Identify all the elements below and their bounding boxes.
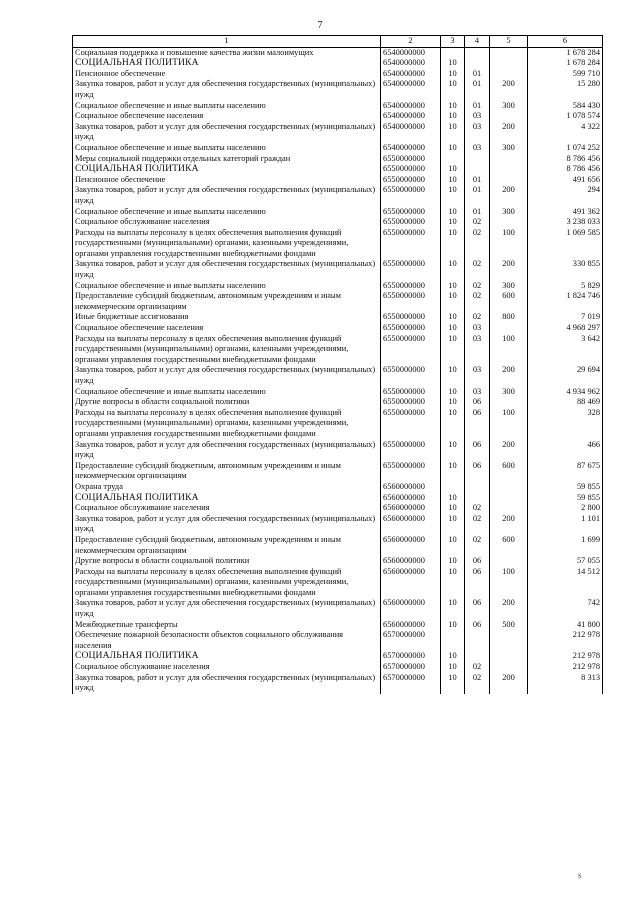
table-row [73,365,603,386]
row-type: 200 [490,185,528,206]
row-type: 200 [490,259,528,280]
table-row [73,503,603,514]
row-sum: 5 829 [528,281,603,292]
row-name: Социальное обслуживание населения [73,217,381,228]
table-row [73,143,603,154]
row-sum: 7 019 [528,312,603,323]
row-code: 6570000000 [381,673,441,694]
row-sum: 491 362 [528,207,603,218]
table-row [73,101,603,112]
row-subsection: 06 [465,556,490,567]
row-name: СОЦИАЛЬНАЯ ПОЛИТИКА [73,58,381,69]
row-section: 10 [441,514,465,535]
table-row [73,217,603,228]
row-code: 6560000000 [381,567,441,599]
row-code: 6540000000 [381,47,441,58]
table-row [73,259,603,280]
row-type: 100 [490,228,528,260]
row-type: 300 [490,101,528,112]
row-subsection: 06 [465,408,490,440]
row-sum: 4 322 [528,122,603,143]
table-row [73,440,603,461]
row-section: 10 [441,440,465,461]
table-row [73,662,603,673]
row-code: 6550000000 [381,408,441,440]
row-sum: 2 800 [528,503,603,514]
row-subsection: 01 [465,101,490,112]
row-type: 300 [490,207,528,218]
header-cell-section: 3 [441,36,465,48]
row-sum: 87 675 [528,461,603,482]
row-type [490,69,528,80]
row-name: Социальное обеспечение и иные выплаты населению [73,387,381,398]
row-subsection: 03 [465,387,490,398]
row-name: Другие вопросы в области социальной политики [73,397,381,408]
row-sum: 1 074 252 [528,143,603,154]
row-sum: 4 968 297 [528,323,603,334]
row-subsection [465,482,490,493]
row-code: 6550000000 [381,312,441,323]
row-section: 10 [441,259,465,280]
row-section: 10 [441,397,465,408]
row-sum: 59 855 [528,493,603,504]
row-type [490,175,528,186]
row-name: Закупка товаров, работ и услуг для обеспечения государственных (муниципальных) нужд [73,185,381,206]
row-type [490,217,528,228]
row-subsection: 02 [465,291,490,312]
row-name: Социальная поддержка и повышение качества жизни малоимущих [73,47,381,58]
row-name: Межбюджетные трансферты [73,620,381,631]
row-name: Предоставление субсидий бюджетным, автономным учреждениям и иным некоммерческим организациям [73,535,381,556]
row-subsection: 03 [465,365,490,386]
row-sum: 466 [528,440,603,461]
row-sum: 15 280 [528,79,603,100]
row-section: 10 [441,111,465,122]
row-sum: 491 656 [528,175,603,186]
row-section: 10 [441,143,465,154]
row-name: СОЦИАЛЬНАЯ ПОЛИТИКА [73,164,381,175]
table-row [73,334,603,366]
row-subsection: 02 [465,259,490,280]
row-sum: 1 069 585 [528,228,603,260]
row-sum: 1 699 [528,535,603,556]
row-name: Расходы на выплаты персоналу в целях обеспечения выполнения функций государственными (муниципальными) органами, казенными учреждениями, органами управления государственными внебюджетными фондами [73,334,381,366]
row-section: 10 [441,217,465,228]
row-type: 300 [490,143,528,154]
row-code: 6540000000 [381,101,441,112]
row-section: 10 [441,567,465,599]
row-section: 10 [441,228,465,260]
row-section: 10 [441,493,465,504]
table-row [73,514,603,535]
row-subsection: 01 [465,79,490,100]
table-row [73,111,603,122]
row-subsection: 02 [465,535,490,556]
row-type [490,58,528,69]
row-sum: 294 [528,185,603,206]
row-type: 200 [490,440,528,461]
row-subsection: 02 [465,514,490,535]
row-type: 200 [490,673,528,694]
row-sum: 3 238 033 [528,217,603,228]
row-section: 10 [441,461,465,482]
row-subsection: 06 [465,567,490,599]
row-sum: 3 642 [528,334,603,366]
row-code: 6550000000 [381,154,441,165]
row-type [490,493,528,504]
row-subsection [465,47,490,58]
row-name: Закупка товаров, работ и услуг для обеспечения государственных (муниципальных) нужд [73,122,381,143]
row-code: 6550000000 [381,259,441,280]
row-section: 10 [441,281,465,292]
table-row [73,323,603,334]
row-subsection [465,630,490,651]
row-subsection [465,651,490,662]
row-section: 10 [441,365,465,386]
row-sum: 1 678 284 [528,47,603,58]
row-subsection: 06 [465,620,490,631]
row-subsection: 01 [465,175,490,186]
table-row [73,673,603,694]
row-code: 6550000000 [381,461,441,482]
row-subsection: 02 [465,662,490,673]
row-name: Социальное обеспечение населения [73,111,381,122]
table-row [73,556,603,567]
row-code: 6540000000 [381,58,441,69]
row-sum: 4 934 962 [528,387,603,398]
row-type: 500 [490,620,528,631]
row-type: 100 [490,334,528,366]
row-code: 6560000000 [381,598,441,619]
table-row [73,630,603,651]
header-cell-sum: 6 [528,36,603,48]
row-sum: 57 055 [528,556,603,567]
row-subsection: 06 [465,598,490,619]
table-row [73,598,603,619]
table-row [73,461,603,482]
header-cell-code: 2 [381,36,441,48]
row-section: 10 [441,312,465,323]
row-sum: 1 678 284 [528,58,603,69]
table-body [73,47,603,694]
row-name: Социальное обеспечение и иные выплаты населению [73,207,381,218]
row-name: Расходы на выплаты персоналу в целях обеспечения выполнения функций государственными (муниципальными) органами, казенными учреждениями, органами управления государственными внебюджетными фондами [73,228,381,260]
row-subsection: 03 [465,143,490,154]
row-code: 6540000000 [381,79,441,100]
row-section: 10 [441,69,465,80]
row-name: Закупка товаров, работ и услуг для обеспечения государственных (муниципальных) нужд [73,259,381,280]
row-section [441,482,465,493]
row-subsection: 06 [465,397,490,408]
row-section: 10 [441,122,465,143]
row-name: Закупка товаров, работ и услуг для обеспечения государственных (муниципальных) нужд [73,514,381,535]
row-section: 10 [441,620,465,631]
row-type: 300 [490,281,528,292]
row-code: 6560000000 [381,503,441,514]
row-code: 6570000000 [381,630,441,651]
row-code: 6550000000 [381,164,441,175]
row-subsection: 03 [465,111,490,122]
table-row [73,651,603,662]
row-subsection: 01 [465,185,490,206]
row-sum: 41 800 [528,620,603,631]
row-subsection: 06 [465,461,490,482]
row-sum: 8 786 456 [528,154,603,165]
row-section: 10 [441,291,465,312]
row-name: СОЦИАЛЬНАЯ ПОЛИТИКА [73,493,381,504]
row-section: 10 [441,101,465,112]
row-code: 6550000000 [381,397,441,408]
row-subsection: 02 [465,673,490,694]
row-subsection: 03 [465,323,490,334]
row-type: 100 [490,567,528,599]
row-section [441,47,465,58]
row-section: 10 [441,651,465,662]
row-type [490,154,528,165]
row-name: Социальное обеспечение и иные выплаты населению [73,101,381,112]
table-row [73,79,603,100]
row-section: 10 [441,323,465,334]
header-cell-name: 1 [73,36,381,48]
row-name: Предоставление субсидий бюджетным, автономным учреждениям и иным некоммерческим организациям [73,461,381,482]
row-code: 6560000000 [381,493,441,504]
row-sum: 8 786 456 [528,164,603,175]
table-row [73,122,603,143]
table-row [73,493,603,504]
row-type: 200 [490,598,528,619]
row-type: 800 [490,312,528,323]
row-sum: 88 469 [528,397,603,408]
row-code: 6540000000 [381,69,441,80]
row-sum: 59 855 [528,482,603,493]
row-sum: 212 978 [528,630,603,651]
row-name: Расходы на выплаты персоналу в целях обеспечения выполнения функций государственными (муниципальными) органами, казенными учреждениями, органами управления государственными внебюджетными фондами [73,408,381,440]
row-subsection: 03 [465,122,490,143]
row-type [490,482,528,493]
row-subsection: 02 [465,217,490,228]
row-sum: 328 [528,408,603,440]
row-type [490,323,528,334]
row-subsection: 02 [465,503,490,514]
table-row [73,408,603,440]
row-code: 6560000000 [381,482,441,493]
row-sum: 599 710 [528,69,603,80]
page-number: 7 [317,20,323,31]
row-type [490,397,528,408]
row-type [490,630,528,651]
row-section: 10 [441,535,465,556]
row-subsection [465,164,490,175]
row-code: 6540000000 [381,122,441,143]
row-section [441,630,465,651]
row-section: 10 [441,185,465,206]
row-code: 6550000000 [381,175,441,186]
row-sum: 330 855 [528,259,603,280]
table-row [73,567,603,599]
row-code: 6570000000 [381,651,441,662]
row-code: 6550000000 [381,185,441,206]
row-name: Расходы на выплаты персоналу в целях обеспечения выполнения функций государственными (муниципальными) органами, казенными учреждениями, органами управления государственными внебюджетными фондами [73,567,381,599]
row-name: Социальное обеспечение населения [73,323,381,334]
row-section: 10 [441,207,465,218]
header-cell-type: 5 [490,36,528,48]
row-name: Охрана труда [73,482,381,493]
row-sum: 1 101 [528,514,603,535]
row-type: 100 [490,408,528,440]
row-type [490,556,528,567]
row-name: Обеспечение пожарной безопасности объектов социального обслуживания населения [73,630,381,651]
row-type [490,164,528,175]
row-name: Предоставление субсидий бюджетным, автономным учреждениям и иным некоммерческим организациям [73,291,381,312]
row-section: 10 [441,164,465,175]
row-type: 200 [490,122,528,143]
table-row [73,58,603,69]
row-subsection [465,58,490,69]
row-name: Закупка товаров, работ и услуг для обеспечения государственных (муниципальных) нужд [73,440,381,461]
row-type: 300 [490,387,528,398]
row-sum: 742 [528,598,603,619]
row-name: Пенсионное обеспечение [73,175,381,186]
row-section: 10 [441,175,465,186]
table-row [73,312,603,323]
table-row [73,185,603,206]
table-row [73,281,603,292]
row-name: СОЦИАЛЬНАЯ ПОЛИТИКА [73,651,381,662]
row-name: Социальное обслуживание населения [73,662,381,673]
row-sum: 1 078 574 [528,111,603,122]
table-row [73,482,603,493]
table-row [73,291,603,312]
table-row [73,164,603,175]
row-name: Закупка товаров, работ и услуг для обеспечения государственных (муниципальных) нужд [73,598,381,619]
row-section [441,154,465,165]
bottom-mark: s [578,870,582,880]
row-code: 6550000000 [381,291,441,312]
row-name: Другие вопросы в области социальной политики [73,556,381,567]
row-section: 10 [441,79,465,100]
row-sum: 8 313 [528,673,603,694]
row-sum: 14 512 [528,567,603,599]
row-code: 6540000000 [381,111,441,122]
row-code: 6540000000 [381,143,441,154]
row-name: Закупка товаров, работ и услуг для обеспечения государственных (муниципальных) нужд [73,79,381,100]
row-subsection: 01 [465,207,490,218]
row-name: Иные бюджетные ассигнования [73,312,381,323]
table-row [73,228,603,260]
row-code: 6550000000 [381,217,441,228]
row-subsection: 02 [465,228,490,260]
row-name: Социальное обеспечение и иные выплаты населению [73,143,381,154]
row-subsection: 03 [465,334,490,366]
row-sum: 584 430 [528,101,603,112]
row-subsection: 06 [465,440,490,461]
row-type: 200 [490,79,528,100]
row-type: 600 [490,461,528,482]
table-row [73,387,603,398]
row-section: 10 [441,408,465,440]
row-code: 6560000000 [381,535,441,556]
row-section: 10 [441,673,465,694]
row-code: 6550000000 [381,365,441,386]
row-type [490,503,528,514]
table-row [73,207,603,218]
row-code: 6550000000 [381,228,441,260]
row-subsection: 02 [465,312,490,323]
row-code: 6550000000 [381,281,441,292]
row-code: 6550000000 [381,323,441,334]
row-section: 10 [441,58,465,69]
row-code: 6550000000 [381,440,441,461]
row-sum: 212 978 [528,662,603,673]
row-name: Закупка товаров, работ и услуг для обеспечения государственных (муниципальных) нужд [73,365,381,386]
table-row [73,397,603,408]
row-code: 6550000000 [381,387,441,398]
row-type: 200 [490,365,528,386]
row-code: 6560000000 [381,514,441,535]
row-code: 6550000000 [381,334,441,366]
header-cell-subsection: 4 [465,36,490,48]
header-row [73,36,603,48]
row-name: Меры социальной поддержки отдельных категорий граждан [73,154,381,165]
row-section: 10 [441,662,465,673]
row-subsection: 01 [465,69,490,80]
row-type [490,651,528,662]
row-name: Закупка товаров, работ и услуг для обеспечения государственных (муниципальных) нужд [73,673,381,694]
row-sum: 212 978 [528,651,603,662]
row-section: 10 [441,556,465,567]
row-type: 200 [490,514,528,535]
row-subsection [465,493,490,504]
row-type: 600 [490,535,528,556]
row-section: 10 [441,334,465,366]
row-code: 6560000000 [381,620,441,631]
row-sum: 1 824 746 [528,291,603,312]
row-code: 6560000000 [381,556,441,567]
row-name: Пенсионное обеспечение [73,69,381,80]
row-sum: 29 694 [528,365,603,386]
row-code: 6570000000 [381,662,441,673]
row-type [490,111,528,122]
row-section: 10 [441,387,465,398]
table-row [73,620,603,631]
row-type [490,47,528,58]
table-row [73,535,603,556]
budget-table [72,35,603,694]
table-row [73,175,603,186]
row-section: 10 [441,598,465,619]
row-code: 6550000000 [381,207,441,218]
row-type: 600 [490,291,528,312]
row-section: 10 [441,503,465,514]
row-type [490,662,528,673]
row-name: Социальное обеспечение и иные выплаты населению [73,281,381,292]
row-subsection [465,154,490,165]
table-row [73,69,603,80]
row-name: Социальное обслуживание населения [73,503,381,514]
row-subsection: 02 [465,281,490,292]
